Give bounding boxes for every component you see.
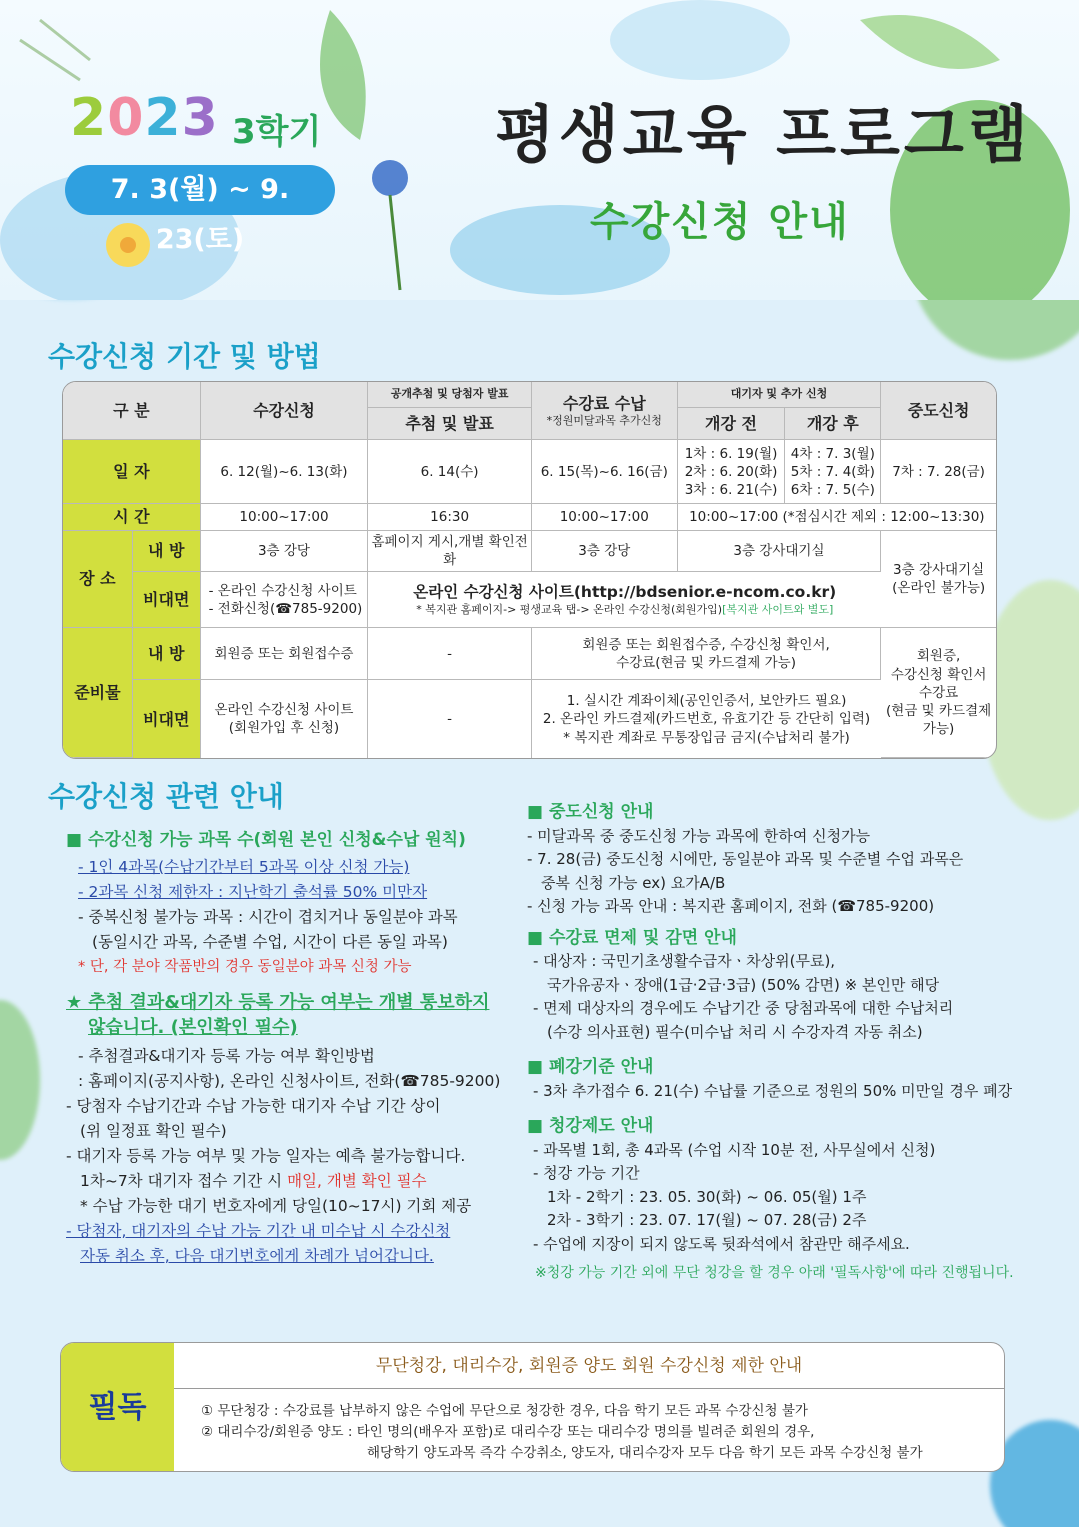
prep-online-register: 온라인 수강신청 사이트 (회원가입 후 신청) <box>201 680 369 758</box>
note-line: (동일시간 과목, 수준별 수업, 시간이 다른 동일 과목) <box>92 933 448 951</box>
place-visit-register: 3층 강당 <box>201 531 369 572</box>
note-line: - 7. 28(금) 중도신청 시에만, 동일분야 과목 및 수준별 수업 과목은 <box>527 850 964 868</box>
place-visit-lottery: 홈페이지 게시,개별 확인전화 <box>368 531 532 572</box>
must-read-line: ② 대리수강/회원증 양도 : 타인 명의(배우자 포함)로 대리수강 또는 대리수강 명의를 빌려준 회원의 경우, <box>201 1424 815 1440</box>
note-line: - 1인 4과목(수납기간부터 5과목 이상 신청 가능) <box>78 858 410 876</box>
note-line: (수강 의사표현) 필수(미수납 처리 시 수강자격 자동 취소) <box>547 1022 923 1041</box>
note-line: * 수납 가능한 대기 번호자에게 당일(10~17시) 기회 제공 <box>80 1197 472 1215</box>
place-online-label: 비대면 <box>133 572 201 628</box>
notes-left <box>66 828 526 1269</box>
note-line: - 대상자 : 국민기초생활수급자ㆍ차상위(무료), <box>533 952 836 970</box>
time-payment: 10:00~17:00 <box>532 504 678 531</box>
place-visit-label: 내 방 <box>133 531 201 572</box>
note-line: - 2과목 신청 제한자 : 지난학기 출석률 50% 미만자 <box>78 883 428 901</box>
header <box>0 0 1079 300</box>
notes-heading-fee: ■ 수강료 면제 및 감면 안내 <box>527 927 737 948</box>
note-line: : 홈페이지(공지사항), 온라인 신청사이트, 전화(☎785-9200) <box>78 1072 501 1090</box>
notes-heading-mid: ■ 중도신청 안내 <box>527 802 654 822</box>
date-before: 1차 : 6. 19(월) 2차 : 6. 20(화) 3차 : 6. 21(수) <box>678 440 786 504</box>
note-line: - 당첨자 수납기간과 수납 가능한 대기자 수납 기간 상이 <box>66 1097 441 1115</box>
note-line: - 미달과목 중 중도신청 가능 과목에 한하여 신청가능 <box>527 826 871 845</box>
note-line: 국가유공자ㆍ장애(1급·2급·3급) (50% 감면) ※ 본인만 해당 <box>547 975 940 994</box>
section-title-schedule: 수강신청 기간 및 방법 <box>48 340 321 373</box>
note-line: - 당첨자, 대기자의 수납 가능 기간 내 미수납 시 수강신청 <box>66 1222 451 1240</box>
must-read-line: 해당학기 양도과목 즉각 수강취소, 양도자, 대리수강자 모두 다음 학기 모든 과목 수강신청 불가 <box>367 1445 923 1461</box>
prep-online-lottery: - <box>368 680 532 758</box>
section-title-notes: 수강신청 관련 안내 <box>48 780 284 813</box>
place-online-site: 온라인 수강신청 사이트(http://bdsenior.e-ncom.co.kr) * 복지관 홈페이지-> 평생교육 탭-> 온라인 수강신청(회원가입)[복지관 사이트와 별도] <box>368 572 881 628</box>
note-line: - 대기자 등록 가능 여부 및 가능 일자는 예측 불가능합니다. <box>66 1147 466 1165</box>
header-register: 수강신청 <box>201 382 369 440</box>
must-read-body <box>201 1401 923 1464</box>
date-lottery: 6. 14(수) <box>368 440 532 504</box>
row-place-label: 장 소 <box>63 531 133 628</box>
place-visit-waitlist: 3층 강사대기실 <box>678 531 882 572</box>
page-title: 평생교육 프로그램 <box>495 98 1032 171</box>
header-lottery: 공개추첨 및 당첨자 발표 추첨 및 발표 <box>368 382 532 440</box>
header-payment: 수강료 수납 *정원미달과목 추가신청 <box>532 382 678 440</box>
note-line: 2차 - 3학기 : 23. 07. 17(월) ~ 07. 28(금) 2주 <box>547 1211 867 1229</box>
prep-online-payment: 1. 실시간 계좌이체(공인인증서, 보안카드 필요) 2. 온라인 카드결제(카드번호, 유효기간 등 간단히 입력) * 복지관 계좌로 무통장입금 금지(수납처리 불가) <box>542 693 871 746</box>
prep-online-label: 비대면 <box>133 680 201 758</box>
notice-star-line: 않습니다. (본인확인 필수) <box>88 1017 298 1038</box>
time-lottery: 16:30 <box>368 504 532 531</box>
notes-heading-limit: ■ 수강신청 가능 과목 수(회원 본인 신청&수납 원칙) <box>66 830 466 850</box>
note-line: (위 일정표 확인 필수) <box>80 1122 227 1140</box>
date-range-pill: 7. 3(월) ~ 9. 23(토) <box>65 165 335 215</box>
note-line: * 단, 각 분야 작품반의 경우 동일분야 과목 신청 가능 <box>78 959 412 975</box>
date-mid: 7차 : 7. 28(금) <box>881 440 996 504</box>
must-read-title: 무단청강, 대리수강, 회원증 양도 회원 수강신청 제한 안내 <box>174 1343 1004 1389</box>
must-read-box <box>60 1342 1005 1472</box>
place-online-register: - 온라인 수강신청 사이트 - 전화신청(☎785-9200) <box>201 572 369 628</box>
place-mid: 3층 강사대기실 (온라인 불가능) <box>881 531 996 628</box>
semester-label: 3학기 <box>232 112 322 152</box>
page-subtitle: 수강신청 안내 <box>590 199 850 245</box>
header-category: 구 분 <box>63 382 201 440</box>
must-read-line: ① 무단청강 : 수강료를 납부하지 않은 수업에 무단으로 청강한 경우, 다음 학기 모든 과목 수강신청 불가 <box>201 1403 808 1419</box>
schedule-table <box>62 381 997 759</box>
note-line: 자동 취소 후, 다음 대기번호에게 차례가 넘어갑니다. <box>80 1247 434 1265</box>
year-2023: 2023 <box>70 88 219 148</box>
time-register: 10:00~17:00 <box>201 504 369 531</box>
row-time-label: 시 간 <box>63 504 201 531</box>
note-line: - 3차 추가접수 6. 21(수) 수납률 기준으로 정원의 50% 미만일 경우 폐강 <box>533 1081 1013 1100</box>
header-waitlist: 대기자 및 추가 신청 개강 전 개강 후 <box>678 382 882 440</box>
prep-visit-label: 내 방 <box>133 628 201 680</box>
notes-heading-audit: ■ 청강제도 안내 <box>527 1116 654 1136</box>
note-line: - 과목별 1회, 총 4과목 (수업 시작 10분 전, 사무실에서 신청) <box>533 1140 936 1159</box>
audit-footnote: ※청강 가능 기간 외에 무단 청강을 할 경우 아래 '필독사항'에 따라 진행됩니다. <box>535 1265 1014 1281</box>
date-after: 4차 : 7. 3(월) 5차 : 7. 4(화) 6차 : 7. 5(수) <box>785 440 881 504</box>
time-waitlist: 10:00~17:00 (*점심시간 제외 : 12:00~13:30) <box>678 504 996 531</box>
note-line: - 중복신청 불가능 과목 : 시간이 겹치거나 동일분야 과목 <box>78 908 458 926</box>
notice-star-line: ★ 추첨 결과&대기자 등록 가능 여부는 개별 통보하지 <box>66 992 490 1013</box>
note-line: 중복 신청 가능 ex) 요가A/B <box>541 873 726 892</box>
note-line: - 수업에 지장이 되지 않도록 뒷좌석에서 참관만 해주세요. <box>533 1234 910 1253</box>
prep-visit-payment: 회원증 또는 회원접수증, 수강신청 확인서, 수강료(현금 및 카드결제 가능) <box>532 628 881 680</box>
note-line: 1차~7차 대기자 접수 기간 시 매일, 개별 확인 필수 <box>80 1172 427 1190</box>
note-line: - 면제 대상자의 경우에도 수납기간 중 당첨과목에 대한 수납처리 <box>533 999 954 1017</box>
watercolor-blob-leftmid <box>0 1000 40 1160</box>
header-mid: 중도신청 <box>881 382 996 440</box>
row-date-label: 일 자 <box>63 440 201 504</box>
notes-right <box>527 801 1017 1286</box>
prep-visit-register: 회원증 또는 회원접수증 <box>201 628 369 680</box>
prep-visit-lottery: - <box>368 628 532 680</box>
place-visit-payment: 3층 강당 <box>532 531 678 572</box>
note-line: - 추첨결과&대기자 등록 가능 여부 확인방법 <box>78 1047 375 1065</box>
note-line: 1차 - 2학기 : 23. 05. 30(화) ~ 06. 05(월) 1주 <box>547 1187 867 1206</box>
date-register: 6. 12(월)~6. 13(화) <box>201 440 369 504</box>
note-line: - 청강 가능 기간 <box>533 1164 640 1182</box>
must-read-label: 필독 <box>61 1343 174 1472</box>
notes-heading-close: ■ 폐강기준 안내 <box>527 1057 654 1077</box>
note-line: - 신청 가능 과목 안내 : 복지관 홈페이지, 전화 (☎785-9200) <box>527 897 935 915</box>
row-prep-label: 준비물 <box>63 628 133 758</box>
date-payment: 6. 15(목)~6. 16(금) <box>532 440 678 504</box>
prep-mid: 회원증, 수강신청 확인서 수강료 (현금 및 카드결제 가능) <box>881 628 996 758</box>
